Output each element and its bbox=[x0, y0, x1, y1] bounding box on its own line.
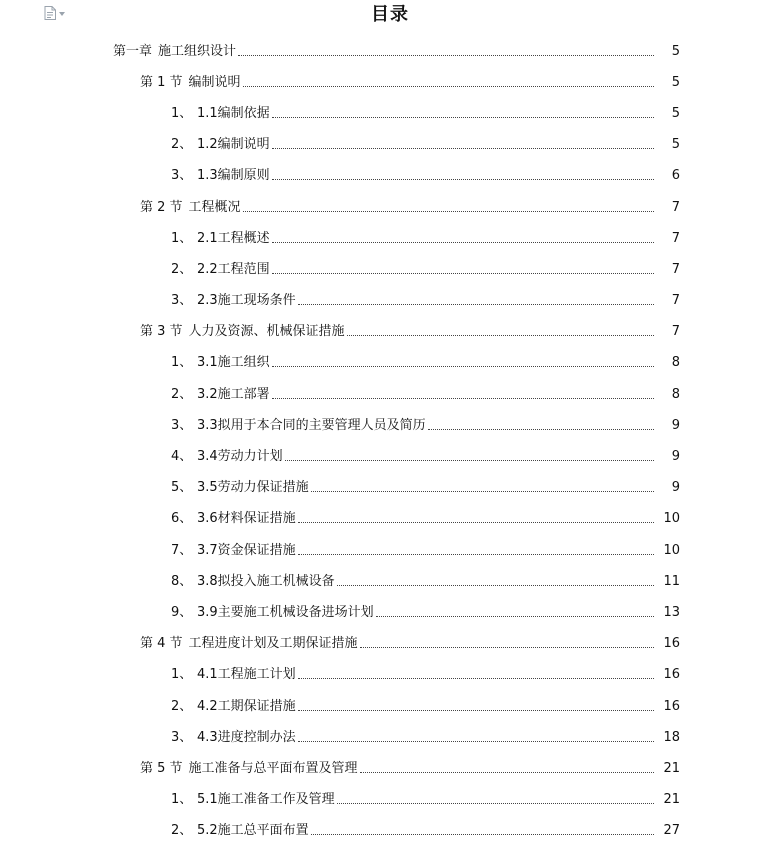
toc-entry-page: 10 bbox=[663, 542, 680, 558]
toc-entry-label: 4.2工期保证措施 bbox=[197, 698, 296, 714]
toc-entry[interactable] bbox=[0, 254, 780, 285]
toc-entry[interactable] bbox=[0, 566, 780, 597]
toc-entry-page: 18 bbox=[663, 729, 680, 745]
toc-dot-leader bbox=[360, 771, 654, 773]
toc-entry-page: 8 bbox=[671, 355, 680, 371]
toc-dot-leader bbox=[272, 178, 654, 180]
toc-entry-label: 3.8拟投入施工机械设备 bbox=[197, 573, 335, 589]
toc-entry-page: 13 bbox=[663, 604, 680, 620]
toc-entry-number: 第 1 节 bbox=[140, 74, 183, 90]
toc-dot-leader bbox=[298, 740, 654, 742]
toc-entry[interactable] bbox=[0, 753, 780, 784]
toc-entry-page: 7 bbox=[671, 199, 680, 215]
toc-entry[interactable] bbox=[0, 98, 780, 129]
toc-entry[interactable] bbox=[0, 504, 780, 535]
toc-entry-number: 第一章 bbox=[113, 43, 153, 59]
toc-entry[interactable] bbox=[0, 441, 780, 472]
toc-entry-number: 1、 bbox=[171, 105, 193, 121]
toc-entry-number: 3、 bbox=[171, 168, 193, 184]
toc-dot-leader bbox=[428, 428, 654, 430]
toc-entry-number: 9、 bbox=[171, 604, 193, 620]
toc-entry[interactable] bbox=[0, 535, 780, 566]
toc-entry[interactable] bbox=[0, 660, 780, 691]
toc-entry-label: 3.1施工组织 bbox=[197, 355, 270, 371]
toc-entry-number: 4、 bbox=[171, 449, 193, 465]
toc-entry-number: 2、 bbox=[171, 823, 193, 839]
toc-entry-label: 1.3编制原则 bbox=[197, 168, 270, 184]
toc-dot-leader bbox=[272, 147, 654, 149]
toc-entry-page: 16 bbox=[663, 698, 680, 714]
toc-entry-number: 1、 bbox=[171, 355, 193, 371]
toc-dot-leader bbox=[272, 397, 654, 399]
toc-dot-leader bbox=[337, 584, 654, 586]
toc-entry-page: 27 bbox=[663, 823, 680, 839]
toc-dot-leader bbox=[243, 210, 654, 212]
toc-entry-page: 5 bbox=[671, 105, 680, 121]
toc-entry-label: 5.2施工总平面布置 bbox=[197, 823, 309, 839]
toc-dot-leader bbox=[272, 272, 654, 274]
toc-entry-number: 1、 bbox=[171, 230, 193, 246]
toc-entry-page: 9 bbox=[671, 480, 680, 496]
toc-entry-page: 8 bbox=[671, 386, 680, 402]
toc-entry-number: 8、 bbox=[171, 573, 193, 589]
toc-entry-label: 3.7资金保证措施 bbox=[197, 542, 296, 558]
toc-entry-label: 施工准备与总平面布置及管理 bbox=[188, 760, 358, 776]
toc-dot-leader bbox=[298, 303, 654, 305]
toc-dot-leader bbox=[360, 646, 654, 648]
toc-entry-page: 21 bbox=[663, 792, 680, 808]
toc-entry[interactable] bbox=[0, 379, 780, 410]
toc-entry-page: 7 bbox=[671, 324, 680, 340]
toc-entry-number: 6、 bbox=[171, 511, 193, 527]
toc-entry-label: 3.5劳动力保证措施 bbox=[197, 480, 309, 496]
toc-entry-page: 7 bbox=[671, 261, 680, 277]
toc-entry-number: 第 2 节 bbox=[140, 199, 183, 215]
toc-entry-label: 工程进度计划及工期保证措施 bbox=[188, 636, 358, 652]
table-of-contents bbox=[0, 36, 780, 847]
toc-dot-leader bbox=[347, 334, 654, 336]
toc-dot-leader bbox=[272, 365, 654, 367]
toc-entry-label: 编制说明 bbox=[188, 74, 241, 90]
toc-entry-label: 4.3进度控制办法 bbox=[197, 729, 296, 745]
toc-dot-leader bbox=[298, 709, 654, 711]
toc-entry[interactable] bbox=[0, 286, 780, 317]
toc-dot-leader bbox=[238, 54, 654, 56]
toc-dot-leader bbox=[298, 553, 654, 555]
toc-entry-label: 2.3施工现场条件 bbox=[197, 293, 296, 309]
toc-entry-label: 1.1编制依据 bbox=[197, 105, 270, 121]
toc-entry-number: 5、 bbox=[171, 480, 193, 496]
toc-entry-page: 7 bbox=[671, 293, 680, 309]
page-title: 目录 bbox=[371, 4, 409, 25]
toc-entry-label: 2.2工程范围 bbox=[197, 261, 270, 277]
toc-entry[interactable] bbox=[0, 410, 780, 441]
toc-entry-number: 3、 bbox=[171, 417, 193, 433]
toc-entry[interactable] bbox=[0, 473, 780, 504]
toc-entry-number: 1、 bbox=[171, 667, 193, 683]
toc-entry-page: 5 bbox=[671, 43, 680, 59]
toc-entry-label: 人力及资源、机械保证措施 bbox=[188, 324, 345, 340]
toc-entry[interactable] bbox=[0, 597, 780, 628]
toc-entry[interactable] bbox=[0, 348, 780, 379]
toc-dot-leader bbox=[298, 521, 654, 523]
toc-entry[interactable] bbox=[0, 816, 780, 847]
toc-entry[interactable] bbox=[0, 161, 780, 192]
toc-entry-number: 第 5 节 bbox=[140, 760, 183, 776]
toc-dot-leader bbox=[337, 802, 654, 804]
toc-entry-number: 第 3 节 bbox=[140, 324, 183, 340]
toc-entry-number: 3、 bbox=[171, 293, 193, 309]
toc-entry-number: 3、 bbox=[171, 729, 193, 745]
toc-dot-leader bbox=[298, 677, 654, 679]
toc-entry[interactable] bbox=[0, 67, 780, 98]
toc-entry-label: 1.2编制说明 bbox=[197, 137, 270, 153]
toc-entry-page: 6 bbox=[671, 168, 680, 184]
toc-entry-number: 2、 bbox=[171, 261, 193, 277]
toc-entry-number: 2、 bbox=[171, 137, 193, 153]
toc-entry-page: 11 bbox=[663, 573, 680, 589]
toc-entry-label: 3.3拟用于本合同的主要管理人员及简历 bbox=[197, 417, 426, 433]
toc-entry-label: 3.4劳动力计划 bbox=[197, 449, 283, 465]
toc-entry-page: 16 bbox=[663, 667, 680, 683]
toc-dot-leader bbox=[285, 459, 654, 461]
toc-entry-label: 施工组织设计 bbox=[158, 43, 237, 59]
toc-entry[interactable] bbox=[0, 691, 780, 722]
toc-entry-label: 3.2施工部署 bbox=[197, 386, 270, 402]
toc-entry-page: 16 bbox=[663, 636, 680, 652]
toc-entry-page: 21 bbox=[663, 760, 680, 776]
toc-dot-leader bbox=[311, 833, 654, 835]
toc-dot-leader bbox=[311, 490, 654, 492]
toc-entry[interactable] bbox=[0, 317, 780, 348]
toc-entry-label: 2.1工程概述 bbox=[197, 230, 270, 246]
toc-entry[interactable] bbox=[0, 785, 780, 816]
toc-entry-number: 1、 bbox=[171, 792, 193, 808]
toc-entry-page: 7 bbox=[671, 230, 680, 246]
toc-entry-label: 3.6材料保证措施 bbox=[197, 511, 296, 527]
toc-entry-page: 10 bbox=[663, 511, 680, 527]
toc-entry[interactable] bbox=[0, 36, 780, 67]
toc-entry[interactable] bbox=[0, 130, 780, 161]
toc-entry-page: 9 bbox=[671, 417, 680, 433]
toc-entry-number: 7、 bbox=[171, 542, 193, 558]
toc-entry-number: 第 4 节 bbox=[140, 636, 183, 652]
toc-entry-number: 2、 bbox=[171, 698, 193, 714]
toc-dot-leader bbox=[272, 116, 654, 118]
toc-entry[interactable] bbox=[0, 722, 780, 753]
toc-entry-label: 4.1工程施工计划 bbox=[197, 667, 296, 683]
toc-entry-page: 9 bbox=[671, 449, 680, 465]
toc-dot-leader bbox=[376, 615, 654, 617]
toc-dot-leader bbox=[243, 85, 654, 87]
toc-entry-number: 2、 bbox=[171, 386, 193, 402]
toc-entry[interactable] bbox=[0, 223, 780, 254]
toc-entry-label: 工程概况 bbox=[188, 199, 241, 215]
toc-entry[interactable] bbox=[0, 192, 780, 223]
toc-dot-leader bbox=[272, 241, 654, 243]
toc-entry-page: 5 bbox=[671, 74, 680, 90]
toc-entry-label: 5.1施工准备工作及管理 bbox=[197, 792, 335, 808]
toc-entry[interactable] bbox=[0, 629, 780, 660]
toc-entry-label: 3.9主要施工机械设备进场计划 bbox=[197, 604, 374, 620]
toc-entry-page: 5 bbox=[671, 137, 680, 153]
